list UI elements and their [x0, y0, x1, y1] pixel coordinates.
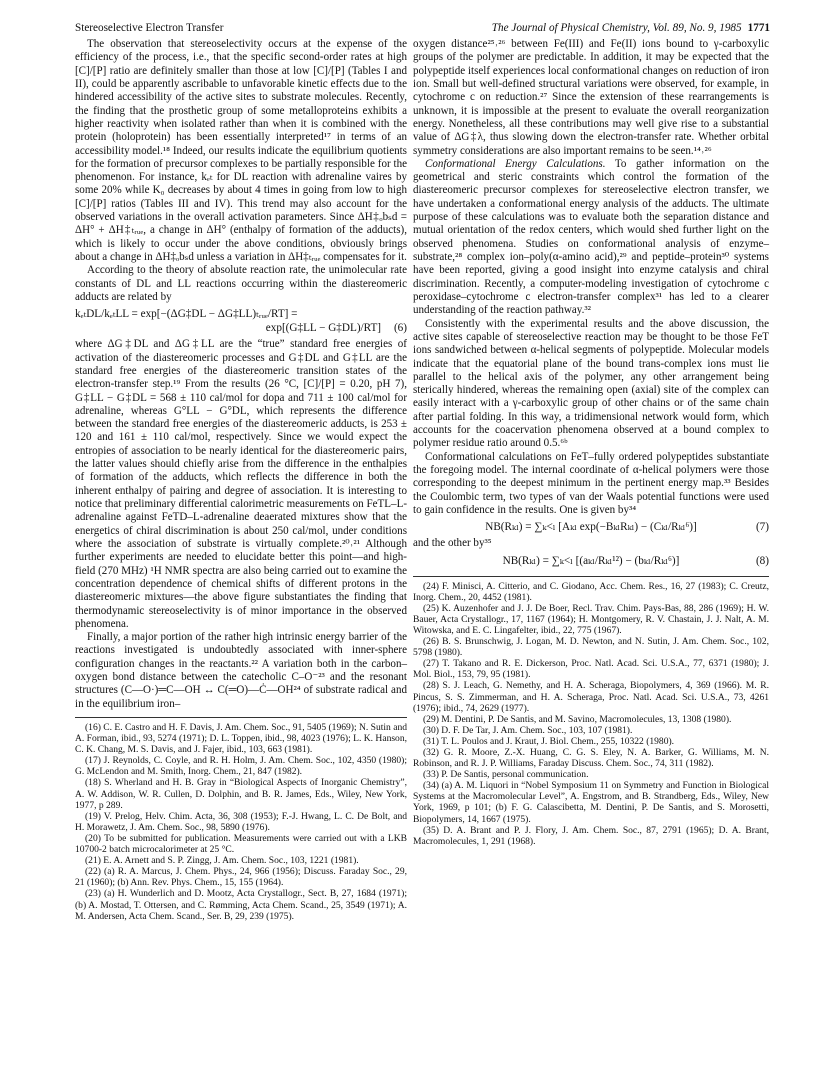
paragraph-free-energies: where ΔG‡DL and ΔG‡LL are the “true” standard free energies of activation of the diastereomeric processes and G‡DL and G‡LL are the standard free energies of the diastereomeric transition states of the electron-transfer step.¹⁹ From the results (26 °C, [C]/[P] = 0.20, pH 7), G‡LL − G‡DL = 568 ± 110 cal/mol for dopa and 711 ± 100 cal/mol for adrenaline, whereas G°LL − G°DL, which represents the difference between the standard free energies of the diastereomeric adducts, is 253 ± 120 and 161 ± 110 cal/mol, respectively. Since we would expect the entropies of association to be nearly identical for the diastereomeric pairs, the latter values should chiefly arise from the difference in the enthalpies of formation of the adducts, which reflects the difference in both the inherent enthalpy of pairing and degree of association. It is interesting to notice that preliminary differential calorimetric measurements on FeTL–L-adrenaline against FeTD–L-adrenaline deaerated mixtures show that the energetics of chiral discrimination is about 250 cal/mol, under conditions where the association of substrate is virtually complete.²⁰˒²¹ Although further experiments are needed to elucidate better this point—and high-field (270 MHz) ¹H NMR spectra are also being carried out to examine the concentration dependence of chemical shifts of different protons in the diastereomeric mixtures—the above figure substantiates the finding that thermodynamic stereoselectivity is of minor importance in the observed phenomena.	[75, 338, 407, 630]
paragraph-conformational	[413, 158, 769, 318]
paragraph-active-sites: Consistently with the experimental results and the above discussion, the active sites capable of stereoselective reaction may be thought to be those FeT ions sandwiched between α-helical segments of polypeptide. Molecular models indicate that the equatorial plane of the bound trans-complex ions must lie parallel to the helical axis of the polymer, any other arrangement being sterically hindered, whereas the remaining open (axial) site of the complex can easily interact with a γ-carboxylic group of other chains or of the same chain after partial folding. In this way, a tridimensional network would form, which accounts for the coacervation phenomena observed at a bound complex to polymer residue ratio around 0.5.⁶ᵇ	[413, 317, 769, 450]
reference-21: (21) E. A. Arnett and S. P. Zingg, J. Am. Chem. Soc., 103, 1221 (1981).	[85, 855, 359, 867]
reference-23: (23) (a) H. Wunderlich and D. Mootz, Acta Crystallogr., Sect. B, 27, 1684 (1971); (b) A. Mostad, T. Ottersen, and C. Rømming, Acta Chem. Scand., 25, 3549 (1971); A. M. Andersen, Acta Chem. Scand., Ser. B, 29, 239 (1975).	[75, 888, 407, 922]
journal-citation: The Journal of Physical Chemistry, Vol. 89, No. 9, 1985	[491, 22, 742, 34]
equation-7	[413, 520, 769, 534]
reference-31: (31) T. L. Poulos and J. Kraut, J. Biol. Chem., 255, 10322 (1980).	[423, 735, 675, 747]
equation-6	[75, 307, 407, 335]
reference-19: (19) V. Prelog, Helv. Chim. Acta, 36, 308 (1953); F.-J. Hwang, L. C. De Bolt, and H. Morawetz, J. Am. Chem. Soc., 98, 5890 (1976).	[75, 810, 407, 833]
equation-7-number: (7)	[755, 521, 769, 534]
equation-8	[413, 554, 769, 568]
paragraph-intrinsic-barrier: Finally, a major portion of the rather high intrinsic energy barrier of the reactions investigated is undoubtedly associated with inner-sphere configuration changes in the reactants.²² A variation both in the carbon–oxygen bond distance between the catecholic C–O⁻²³ and the resonant structures (C—O·)═C—OH ↔ C(═O)—Ċ—OH²⁴ of substrate radical and in the equilibrium iron–	[75, 631, 407, 710]
reference-27: (27) T. Takano and R. E. Dickerson, Proc. Natl. Acad. Sci. U.S.A., 77, 6371 (1980); J. Mol. Biol., 153, 79, 95 (1981).	[413, 658, 769, 681]
reference-34: (34) (a) A. M. Liquori in “Nobel Symposium 11 on Symmetry and Function in Biological Systems at the Macromolecular Level”, A. Engstrom, and B. Strandberg, Eds., Wiley, New York, 1969, p 101; (b) F. G. Calascibetta, M. Dentini, P. De Santis, and S. Morosetti, Biopolymers, 14, 1667 (1975).	[413, 780, 769, 825]
paragraph-conformational-text: To gather information on the geometrical and steric constraints which control the formation of the diastereomeric precursor complexes for stereoselective electron transfer, we have undertaken a conformational energy analysis of the adducts. The ultimate purpose of these calculations was to evaluate both the separation distance and mutual orientation of the redox centers, which would shed further light on the observed phenomena. Studies on conformational analysis of enzyme–substrate,²⁸ complex ion–poly(α-amino acid),²⁹ and peptide–protein³⁰ systems have been reported, giving a good insight into enzyme catalysis and chiral discrimination. Recently, a computer-modeling investigation of cytochrome c peroxidase–cytochrome c electron-transfer complex³¹ has led to a clearer understanding of the reaction pathway.³²	[413, 157, 769, 317]
reference-33: (33) P. De Santis, personal communication.	[423, 769, 589, 781]
equation-6-number: (6)	[393, 322, 407, 335]
equation-6-line-2: exp[(G‡LL − G‡DL)/RT]	[265, 322, 381, 335]
reference-24: (24) F. Minisci, A. Citterio, and C. Giodano, Acc. Chem. Res., 16, 27 (1983); C. Creutz, Inorg. Chem., 20, 4452 (1981).	[413, 580, 769, 603]
left-footnotes	[75, 717, 407, 922]
reference-18: (18) S. Wherland and H. B. Gray in “Biological Aspects of Inorganic Chemistry”, A. W. Addison, W. R. Cullen, D. Dolphin, and B. R. James, Eds., Wiley, New York, 1977, p 289.	[75, 777, 407, 811]
equation-8-number: (8)	[755, 554, 769, 567]
reference-28: (28) S. J. Leach, G. Nemethy, and H. A. Scheraga, Biopolymers, 4, 369 (1966). M. R. Pincus, S. S. Zimmerman, and H. A. Scheraga, Proc. Natl. Acad. Sci. U.S.A., 73, 4261 (1976); ibid., 74, 2629 (1977).	[413, 680, 769, 714]
right-footnotes	[413, 576, 769, 847]
equation-7-body: NB(Rₖₗ) = ∑ₖ<ₗ [Aₖₗ exp(−BₖₗRₖₗ) − (Cₖₗ/Rₖₗ⁶)]	[485, 521, 697, 534]
equation-6-line-1: kₑₜDL/kₑₜLL = exp[−(ΔG‡DL − ΔG‡LL)ₜᵣᵤₑ/RT] =	[75, 308, 298, 321]
running-head-title: Stereoselective Electron Transfer	[75, 22, 224, 34]
reference-26: (26) B. S. Brunschwig, J. Logan, M. D. Newton, and N. Sutin, J. Am. Chem. Soc., 102, 5798 (1980).	[413, 636, 769, 659]
right-column	[413, 38, 769, 847]
reference-30: (30) D. F. De Tar, J. Am. Chem. Soc., 103, 107 (1981).	[423, 724, 633, 736]
reference-17: (17) J. Reynolds, C. Coyle, and R. H. Holm, J. Am. Chem. Soc., 102, 4350 (1980); G. McLendon and M. Smith, Inorg. Chem., 21, 847 (1982).	[75, 755, 407, 778]
paragraph-reorganization: oxygen distance²⁵˒²⁶ between Fe(III) and Fe(II) ions bound to γ-carboxylic groups of the polymer are predictable. In addition, it may be expected that the polypeptide itself experiences local conformational changes on reduction of iron ion. Small but well-defined structural variations were observed, for example, in cytochrome c on reduction.²⁷ Since the extension of these rearrangements is unknown, it is impossible at the present to evaluate the overall reorganization energy. Nonetheless, all these contributions may well give rise to a substantial value of ΔG‡λ, thus slowing down the electron-transfer rate. Whether orbital symmetry considerations are also important remains to be seen.¹⁴˒²⁶	[413, 38, 769, 157]
reference-25: (25) K. Auzenhofer and J. J. De Boer, Recl. Trav. Chim. Pays-Bas, 88, 286 (1969); H. W. Bauer, Acta Crystallogr., 17, 1167 (1964); H. Montgomery, R. V. Chastain, J. J. Nalt, A. M. Witowska, and E. C. Lingafelter, ibid., 22, 775 (1967).	[413, 602, 769, 636]
reference-35: (35) D. A. Brant and P. J. Flory, J. Am. Chem. Soc., 87, 2791 (1965); D. A. Brant, Macromolecules, 1, 291 (1968).	[413, 824, 769, 847]
reference-20: (20) To be submitted for publication. Measurements were carried out with a LKB 10700-2 batch microcalorimeter at 25 °C.	[75, 832, 407, 856]
reference-16: (16) C. E. Castro and H. F. Davis, J. Am. Chem. Soc., 91, 5405 (1969); N. Sutin and A. Forman, ibid., 93, 5274 (1971); D. L. Toppen, ibid., 98, 4023 (1976); L. K. Hanson, C. K. Chang, M. S. Davis, and J. Fajer, ibid., 103, 663 (1981).	[75, 722, 407, 756]
page-number: 1771	[747, 22, 770, 34]
paragraph-rate-theory: According to the theory of absolute reaction rate, the unimolecular rate constants of DL and LL reactions occurring within the diastereomeric adducts are related by	[75, 264, 407, 303]
reference-22: (22) (a) R. A. Marcus, J. Chem. Phys., 24, 966 (1956); Discuss. Faraday Soc., 29, 21 (1960); (b) Ann. Rev. Phys. Chem., 15, 155 (1964).	[75, 866, 407, 889]
equation-8-body: NB(Rₖₗ) = ∑ₖ<ₗ [(aₖₗ/Rₖₗ¹²) − (bₖₗ/Rₖₗ⁶)]	[502, 554, 680, 567]
reference-32: (32) G. R. Moore, Z.-X. Huang, C. G. S. Eley, N. A. Barker, G. Williams, M. N. Robinson, and R. J. P. Williams, Faraday Discuss. Chem. Soc., 74, 311 (1982).	[413, 746, 769, 770]
equation-connector: and the other by³⁵	[413, 537, 492, 550]
running-head-journal	[492, 22, 770, 34]
left-column	[75, 38, 407, 922]
section-heading-conformational: Conformational Energy Calculations.	[425, 157, 606, 170]
paragraph-calculations: Conformational calculations on FeT–fully ordered polypeptides substantiate the foregoing model. The internal coordinate of α-helical polymers were those corresponding to the deepest minimum in the pertinent energy map.³³ Besides the Coulombic term, two types of van der Waals potential functions were used to gain confidence in the results. One is given by³⁴	[413, 450, 769, 516]
equation-6-row-2	[75, 321, 407, 335]
reference-29: (29) M. Dentini, P. De Santis, and M. Savino, Macromolecules, 13, 1308 (1980).	[423, 713, 732, 725]
paragraph-accessibility: The observation that stereoselectivity occurs at the expense of the efficiency of the process, i.e., that the specific second-order rates at high [C]/[P] ratio are definitely smaller than those at low [C]/[P] (Tables I and II), could be apparently ascribable to unfavorable kinetic effects due to the hindered accessibility of the active sites to substrate molecules. Recently, the finding that the prosthetic group of some metalloproteins exhibits a higher reactivity when isolated rather than when it is combined with the protein (holoprotein) has been essentially interpreted¹⁷ in terms of an accessibility model.¹⁸ Indeed, our results indicate the equilibrium quotients for the formation of precursor complexes to be partially responsible for the phenomenon. For instance, kₑₜ for DL reaction with adrenaline vaires by some 20% while K₀ decreases by about 4 times in going from low to high [C]/[P] ratios (Tables III and IV). This trend may also account for the observed variations in the overall activation parameters. Since ΔH‡ₒbₛd = ΔH° + ΔH‡ₜᵣᵤₑ, a change in ΔH° (enthalpy of formation of the adducts), which is likely to occur under the above conditions, obviously brings about a change in ΔH‡ₒbₛd unless a variation in ΔH‡ₜᵣᵤₑ compensates for it.	[75, 38, 407, 263]
